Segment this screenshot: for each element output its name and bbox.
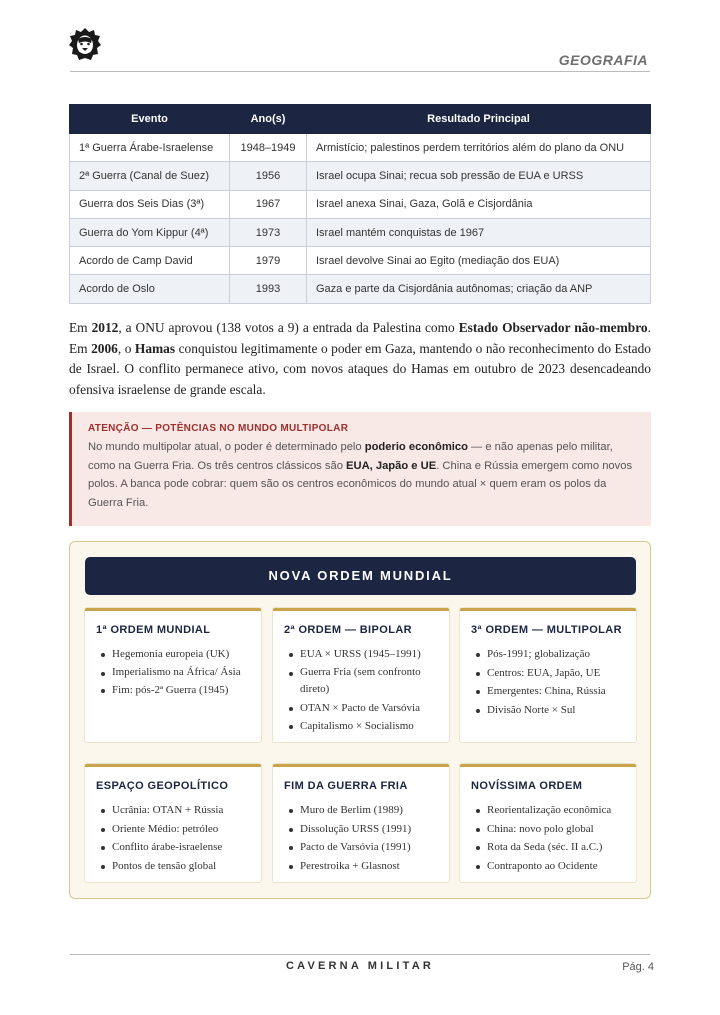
attention-callout <box>69 412 651 526</box>
table-cell: Israel mantém conquistas de 1967 <box>307 218 651 246</box>
card-title: 1ª ORDEM MUNDIAL <box>96 624 211 636</box>
list-item: Imperialismo na África/ Ásia <box>96 664 250 682</box>
card-primeira-ordem <box>85 608 261 742</box>
table-row <box>70 134 651 162</box>
table-row <box>70 190 651 218</box>
table-cell: Israel anexa Sinai, Gaza, Golã e Cisjordânia <box>307 190 651 218</box>
card-list <box>96 801 250 875</box>
header-divider <box>70 71 650 72</box>
column-header-anos: Ano(s) <box>230 105 307 134</box>
list-item: Ucrânia: OTAN + Rússia <box>96 801 250 820</box>
table-row <box>70 275 651 303</box>
bold-run: poderio econômico <box>364 441 468 453</box>
card-list <box>471 801 625 875</box>
list-item: Rota da Seda (séc. II a.C.) <box>471 838 625 857</box>
table-cell: 1973 <box>230 218 307 246</box>
bold-run: 2006 <box>91 340 118 356</box>
column-header-resultado: Resultado Principal <box>307 105 651 134</box>
list-item: Centros: EUA, Japão, UE <box>471 664 625 683</box>
text-run: , a ONU aprovou (138 votos a 9) a entrada da Palestina como <box>118 320 459 335</box>
text-run: — e não apenas pelo militar, como na Guerra Fria. Os três centros clássicos são <box>88 441 613 472</box>
table-cell: 1956 <box>230 162 307 190</box>
list-item: Pós-1991; globalização <box>471 645 625 664</box>
table-row <box>70 162 651 190</box>
list-item: Conflito árabe-israelense <box>96 838 250 857</box>
list-item: Oriente Médio: petróleo <box>96 820 250 839</box>
column-header-evento: Evento <box>70 105 230 134</box>
list-item: Divisão Norte × Sul <box>471 701 625 720</box>
card-espaco-geopolitico <box>85 764 261 882</box>
list-item: Capitalismo × Socialismo <box>284 717 438 736</box>
card-segunda-ordem <box>273 608 449 742</box>
table-row <box>70 218 651 246</box>
table-cell: Israel ocupa Sinai; recua sob pressão de EUA e URSS <box>307 162 651 190</box>
list-item: Muro de Berlim (1989) <box>284 801 438 820</box>
list-item: OTAN × Pacto de Varsóvia <box>284 699 438 718</box>
text-run: . Em <box>69 320 651 356</box>
table-cell: Guerra dos Seis Dias (3ª) <box>70 190 230 218</box>
bold-run: Estado Observador não-membro <box>458 320 648 335</box>
list-item: Pontos de tensão global <box>96 857 250 876</box>
table-cell: 1ª Guerra Árabe-Israelense <box>70 134 230 162</box>
text-run: , o <box>117 340 135 356</box>
table-cell: 2ª Guerra (Canal de Suez) <box>70 162 230 190</box>
list-item: Perestroika + Glasnost <box>284 857 438 876</box>
bold-run: Hamas <box>134 340 176 356</box>
card-list <box>96 645 250 700</box>
table-cell: Israel devolve Sinai ao Egito (mediação dos EUA) <box>307 247 651 275</box>
text-run: conquistou legitimamente o poder em Gaza, mantendo o não reconhecimento do Estado de Israel. O conflito permanece ativo, com novos ataques do Hamas em outubro de 2023 desencadeando ofensiva israelense de grande escala. <box>69 340 651 397</box>
text-run: No mundo multipolar atual, o poder é determinado pelo <box>88 441 365 453</box>
card-title: NOVÍSSIMA ORDEM <box>471 780 583 792</box>
card-title: FIM DA GUERRA FRIA <box>284 780 408 792</box>
list-item: Reorientalização econômica <box>471 801 625 820</box>
table-cell: 1993 <box>230 275 307 303</box>
card-list <box>284 645 438 736</box>
list-item: Dissolução URSS (1991) <box>284 820 438 839</box>
bold-run: 2012 <box>91 320 119 335</box>
list-item: Hegemonia europeia (UK) <box>96 645 250 664</box>
table-header-row <box>70 105 651 134</box>
card-title: 3ª ORDEM — MULTIPOLAR <box>471 624 622 636</box>
lion-head-icon <box>69 27 101 63</box>
card-title: 2ª ORDEM — BIPOLAR <box>284 624 413 636</box>
footer-brand: CAVERNA MILITAR <box>285 960 434 972</box>
table-cell: Gaza e parte da Cisjordânia autônomas; criação da ANP <box>307 275 651 303</box>
events-table <box>69 104 651 304</box>
list-item: Fim: pós-2ª Guerra (1945) <box>96 681 250 700</box>
card-fim-guerra-fria <box>273 764 449 882</box>
table-cell: Acordo de Oslo <box>70 275 230 303</box>
text-run: . China e Rússia emergem como novos polos. A banca pode cobrar: quem são os centros econômicos do mundo atual × quem eram os polos da Guerra Fria. <box>88 459 633 509</box>
list-item: Contraponto ao Ocidente <box>471 857 625 876</box>
card-novissima-ordem <box>460 764 636 882</box>
subject-title: GEOGRAFIA <box>558 52 648 68</box>
card-terceira-ordem <box>460 608 636 742</box>
attention-text <box>88 438 637 512</box>
table-row <box>70 247 651 275</box>
bold-run: EUA, Japão e UE <box>346 459 437 472</box>
nova-ordem-title: NOVA ORDEM MUNDIAL <box>85 557 636 595</box>
table-cell: 1967 <box>230 190 307 218</box>
body-paragraph <box>69 318 651 400</box>
text-run: Em <box>69 320 92 335</box>
attention-title: ATENÇÃO — POTÊNCIAS NO MUNDO MULTIPOLAR <box>88 423 349 434</box>
card-title: ESPAÇO GEOPOLÍTICO <box>96 780 229 792</box>
table-cell: 1948–1949 <box>230 134 307 162</box>
list-item: Pacto de Varsóvia (1991) <box>284 838 438 857</box>
list-item: Guerra Fria (sem confronto direto) <box>284 664 438 699</box>
table-cell: Guerra do Yom Kippur (4ª) <box>70 218 230 246</box>
table-cell: Acordo de Camp David <box>70 247 230 275</box>
table-cell: Armistício; palestinos perdem territórios além do plano da ONU <box>307 134 651 162</box>
list-item: Emergentes: China, Rússia <box>471 682 625 701</box>
card-list <box>284 801 438 875</box>
list-item: China: novo polo global <box>471 820 625 839</box>
page-number: Pág. 4 <box>622 961 654 973</box>
list-item: EUA × URSS (1945–1991) <box>284 645 438 664</box>
nova-ordem-panel <box>69 541 651 899</box>
footer-divider <box>70 954 650 955</box>
card-list <box>471 645 625 719</box>
table-cell: 1979 <box>230 247 307 275</box>
